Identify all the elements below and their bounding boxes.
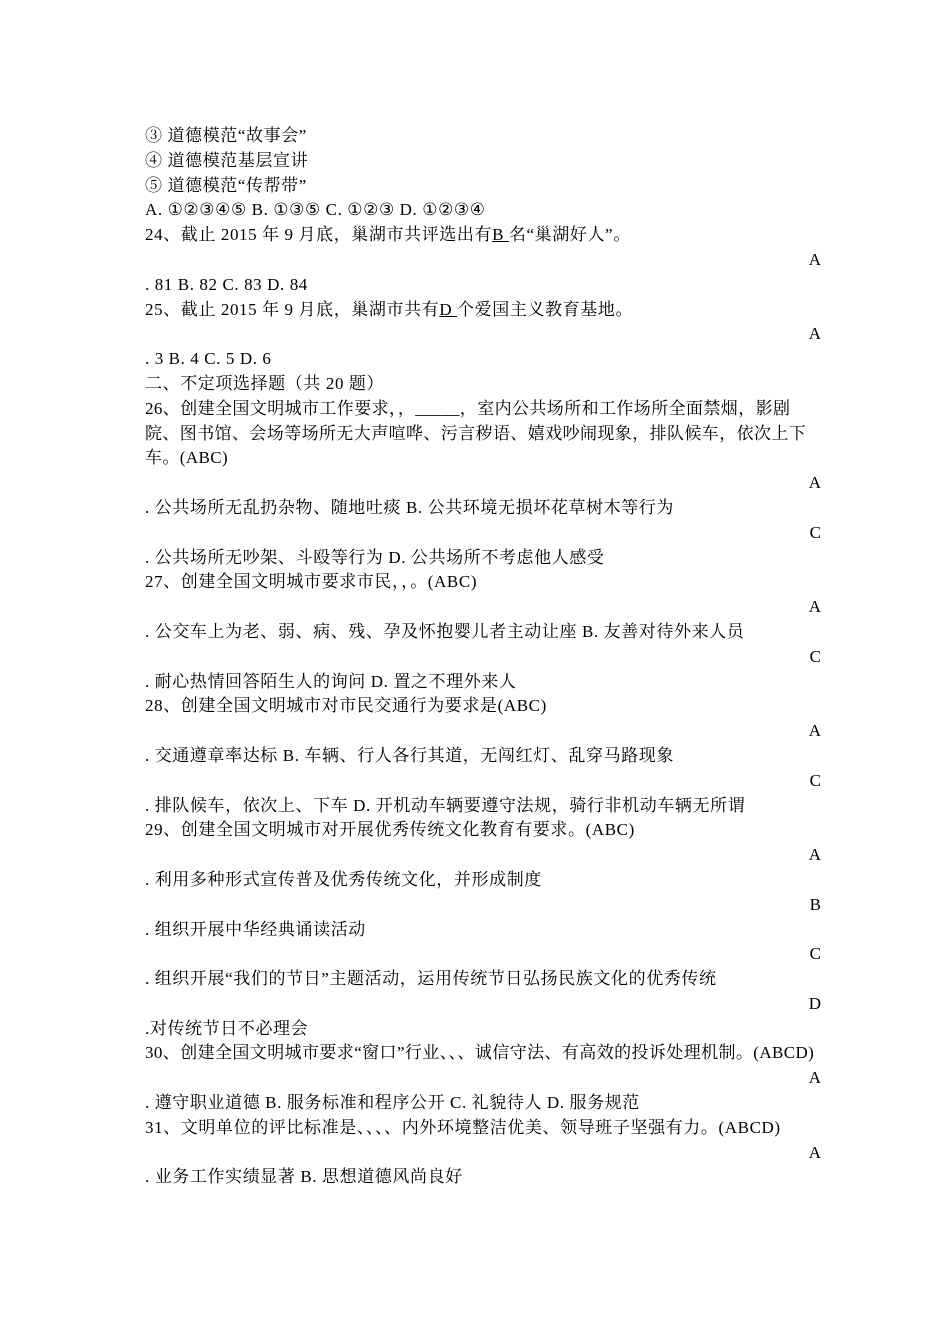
answer-options: . 业务工作实绩显著 B. 思想道德风尚良好 [145,1167,463,1187]
answer-option: . 利用多种形式宣传普及优秀传统文化，并形成制度 [145,869,542,889]
question-text: 名“巢湖好人”。 [508,225,631,245]
option-letter: A [808,473,821,493]
option-letter: D [808,993,821,1013]
option-letter: B [809,894,821,914]
question-28: 28、创建全国文明城市对市民交通行为要求是(ABC) [145,696,547,716]
option-letter: C [809,522,821,542]
answer-options: . 3 B. 4 C. 5 D. 6 [145,349,272,369]
answer-options: . 遵守职业道德 B. 服务标准和程序公开 C. 礼貌待人 D. 服务规范 [145,1093,640,1113]
text-line: ③ 道德模范“故事会” [145,126,307,145]
answer-options: A. ①②③④⑤ B. ①③⑤ C. ①②③ D. ①②③④ [145,200,486,220]
option-letter: C [809,770,821,790]
question-text: 24、截止 2015 年 9 月底，巢湖市共评选出有 [145,225,493,245]
question-29: 29、创建全国文明城市对开展优秀传统文化教育有要求。(ABC) [145,820,635,840]
question-27: 27、创建全国文明城市要求市民，，。(ABC) [145,572,478,592]
document-page [145,124,821,1190]
answer-options: . 公共场所无吵架、斗殴等行为 D. 公共场所不考虑他人感受 [145,547,605,567]
answer-options: . 公共场所无乱扔杂物、随地吐痰 B. 公共环境无损坏花草树木等行为 [145,497,674,517]
option-letter: A [808,721,821,741]
option-letter: C [809,646,821,666]
question-25 [145,298,821,323]
question-text: 个爱国主义教育基地。 [457,299,634,319]
option-letter: A [808,1068,821,1088]
answer-options: . 交通遵章率达标 B. 车辆、行人各行其道，无闯红灯、乱穿马路现象 [145,745,674,765]
option-letter: C [809,944,821,964]
section-heading: 二、不定项选择题（共 20 题） [145,373,385,393]
question-26: 26、创建全国文明城市工作要求，，_____，室内公共场所和工作场所全面禁烟，影剧院、图书馆、会场等场所无大声喧哗、污言秽语、嬉戏吵闹现象，排队候车，依次上下车。(ABC) [145,398,807,468]
answer-option: .对传统节日不必理会 [145,1018,309,1038]
answer-blank: B [492,225,509,245]
question-text: 25、截止 2015 年 9 月底，巢湖市共有 [145,299,440,319]
answer-options: . 耐心热情回答陌生人的询问 D. 置之不理外来人 [145,671,517,691]
question-24 [145,223,821,248]
answer-options: . 排队候车，依次上、下车 D. 开机动车辆要遵守法规，骑行非机动车辆无所谓 [145,795,746,815]
answer-options: . 公交车上为老、弱、病、残、孕及怀抱婴儿者主动让座 B. 友善对待外来人员 [145,621,745,641]
text-line: ④ 道德模范基层宣讲 [145,150,309,170]
option-letter: A [808,249,821,269]
text-line: ⑤ 道德模范“传帮带” [145,175,307,195]
option-letter: A [808,324,821,344]
option-letter: A [808,597,821,617]
answer-option: . 组织开展“我们的节日”主题活动，运用传统节日弘扬民族文化的优秀传统 [145,969,717,989]
question-30: 30、创建全国文明城市要求“窗口”行业、、、诚信守法、有高效的投诉处理机制。(ABCD) [145,1043,815,1063]
answer-blank: D [439,299,458,319]
option-letter: A [808,845,821,865]
option-letter: A [808,1142,821,1162]
question-31: 31、文明单位的评比标准是、、、、内外环境整洁优美、领导班子坚强有力。(ABCD) [145,1117,781,1137]
answer-options: . 81 B. 82 C. 83 D. 84 [145,274,308,294]
answer-option: . 组织开展中华经典诵读活动 [145,919,366,939]
